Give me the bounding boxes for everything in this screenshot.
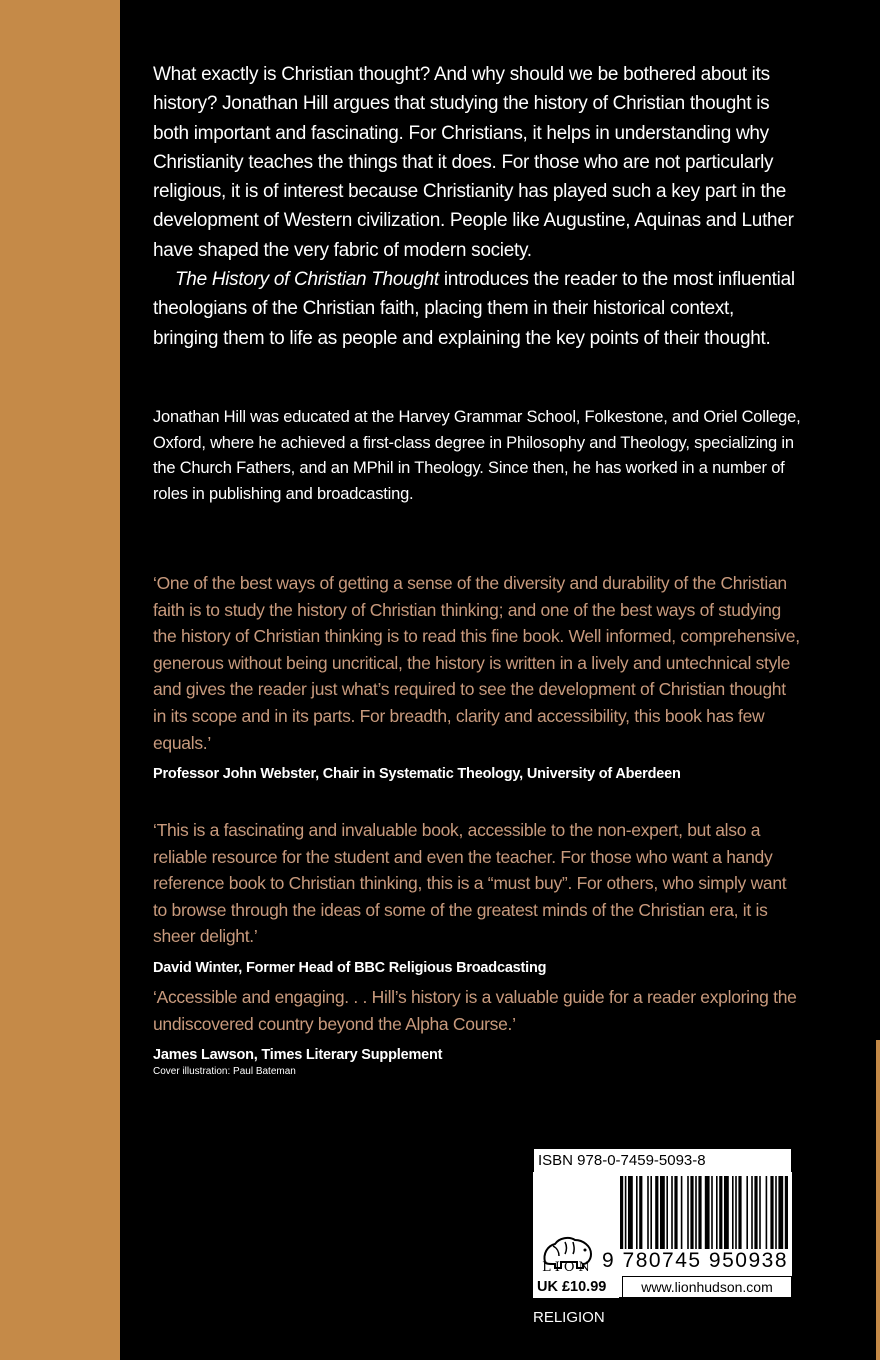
barcode-bar [687,1176,689,1256]
barcode-bar [671,1176,673,1256]
spine-stripe [0,0,120,1360]
blurb-paragraph-2-text: introduces the reader to the most influential theologians of the Christian faith, placing them in their historical context, bringing them to life as people and explaining the key points of their thought. [153,269,795,349]
barcode-bar [751,1176,753,1256]
review-attribution: Professor John Webster, Chair in Systematic Theology, University of Aberdeen [153,766,681,783]
barcode-bar [655,1176,658,1256]
barcode-digits: 9 780745 950938 [602,1249,788,1272]
barcode-bar [724,1176,729,1256]
barcode-bar [639,1176,642,1256]
barcode-bar [628,1176,633,1256]
author-bio [153,405,803,507]
barcode-bar [660,1176,665,1256]
publisher-logo-text: LION [542,1260,594,1275]
publisher-website: www.lionhudson.com [622,1276,792,1298]
barcode-bar [695,1176,697,1256]
barcode-bar [705,1176,710,1256]
review-3 [153,984,803,1079]
review-quote: ‘One of the best ways of getting a sense of the diversity and durability of the Christian faith is to study the history of Christian thinking; and one of the best ways of studying the history of Christian thinking is to read this fine book. Well informed, comprehensive, generous without being uncritical, the history is written in a lively and untechnical style and gives the reader just what’s required to see the development of Christian thought in its scope and in its parts. For breadth, clarity and accessibility, this book has few equals.’ [153,573,800,753]
barcode-bar [759,1176,761,1256]
cover-credit: Cover illustration: Paul Bateman [153,1066,296,1078]
barcode-bar [746,1176,748,1256]
barcode-bar [775,1176,777,1256]
review-quote: ‘Accessible and engaging. . . Hill’s history is a valuable guide for a reader exploring the undiscovered country beyond the Alpha Course.’ [153,987,797,1034]
review-attribution: James Lawson, Times Literary Supplement [153,1047,443,1064]
barcode-bar [674,1176,677,1256]
book-title: The History of Christian Thought [175,269,439,291]
barcode-bar [785,1176,788,1256]
barcode-bar [698,1176,701,1256]
barcode-bar [766,1176,768,1256]
barcode-bar [735,1176,737,1256]
review-2 [153,817,803,978]
blurb-paragraph-2 [153,265,803,353]
barcode-bar [690,1176,693,1256]
barcode-bar [681,1176,683,1256]
barcode-bar [666,1176,668,1256]
barcode-bar [650,1176,652,1256]
price-label: UK £10.99 [533,1276,619,1298]
barcode-bar [732,1176,734,1256]
barcode-bar [647,1176,649,1256]
isbn-label: ISBN 978-0-7459-5093-8 [533,1148,792,1173]
barcode-bar [719,1176,722,1256]
review-quote: ‘This is a fascinating and invaluable book, accessible to the non-expert, but also a reliable resource for the student and even the teacher. For those who want a handy reference book to Christian thinking, this is a “must buy”. For others, who simply want to browse through the ideas of some of the greatest minds of the Christian era, it is sheer delight.’ [153,820,787,947]
barcode-bar [770,1176,773,1256]
author-bio-text: Jonathan Hill was educated at the Harvey Grammar School, Folkestone, and Oriel College, Oxford, where he achieved a first-class degree in Philosophy and Theology, specializing in the Church Fathers, and an MPhil in Theology. Since then, he has worked in a number of roles in publishing and broadcasting. [153,408,801,503]
right-edge-stripe [876,1040,880,1360]
barcode-bar [636,1176,638,1256]
barcode-bar [754,1176,757,1256]
barcode-bar [738,1176,741,1256]
blurb-paragraph-1: What exactly is Christian thought? And why should we be bothered about its history? Jonathan Hill argues that studying the history of Christian thought is both important and fascinating. For Christians, it helps in understanding why Christianity teaches the things that it does. For those who are not particularly religious, it is of interest because Christianity has played such a key part in the development of Western civilization. People like Augustine, Aquinas and Luther have shaped the very fabric of modern society. [153,64,794,261]
review-attribution: David Winter, Former Head of BBC Religious Broadcasting [153,959,547,976]
barcode-bar [716,1176,718,1256]
book-blurb [153,60,803,353]
category-label: RELIGION [533,1309,605,1326]
review-1 [153,570,803,784]
barcode-bar [778,1176,783,1256]
